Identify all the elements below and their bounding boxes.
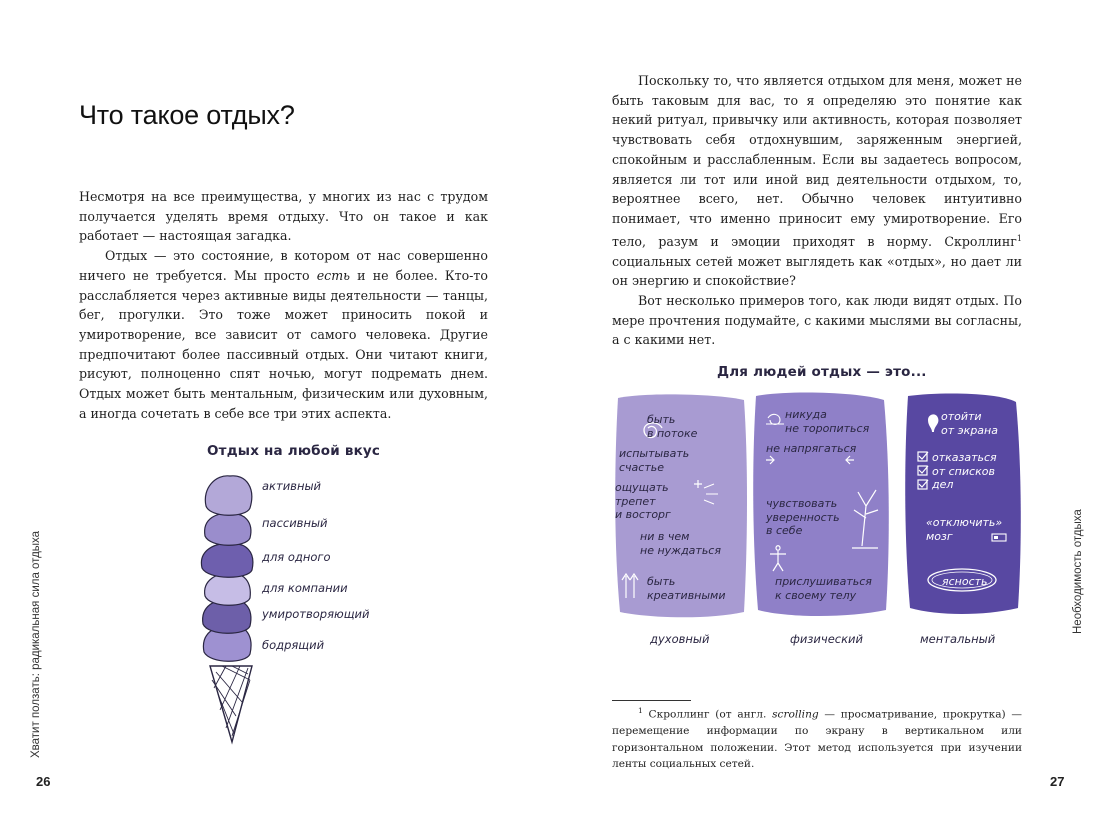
flavor-label: активный: [262, 479, 322, 493]
footnote-marker: 1: [638, 706, 643, 715]
flavor-label: пассивный: [262, 516, 328, 530]
rest-cards-title: Для людей отдых — это...: [717, 364, 927, 380]
flavor-label: умиротворяющий: [262, 607, 370, 621]
paragraph: Вот несколько примеров того, как люди видят отдых. По мере прочтения подумайте, с какими мыслями вы согласны, а с какими нет.: [612, 292, 1022, 348]
paragraph: Отдых — это состояние, в котором от нас совершенно ничего не требуется. Мы просто есть и не более. Кто-то расслабляется через активные виды деятельности — танцы, бег, прогулки. Это тоже может приносить покой и умиротворение, все зависит от самого человека. Другие предпочитают более пассивный отдых. Они читают книги, рисуют, полноценно спят ночью, могут подремать днем. Отдых может быть ментальным, физическим или духовным, а иногда сочетать в себе все три этих аспекта.: [79, 248, 488, 421]
card-item: прислушиваться к своему телу: [775, 575, 872, 602]
ice-cream-illustration-title: Отдых на любой вкус: [207, 443, 381, 459]
paragraph: Поскольку то, что является отдыхом для меня, может не быть таковым для вас, то я определяю это понятие как некий ритуал, привычку или активность, которая позволяет чувствовать себя отдохнувшим, заряженным энергией, спокойным и расслабленным. Если вы задаетесь вопросом, является ли тот или иной вид деятельности отдыхом, то, вероятнее всего, нет. Обычно человек интуитивно понимает, что именно приносит ему умиротворение. Его тело, разум и эмоции приходят в норму. Скроллинг$^1$ социальных сетей может выглядеть как «отдых», но дает ли он энергию и спокойствие?: [612, 73, 1022, 289]
card-label-spiritual: духовный: [650, 632, 710, 646]
card-item: «отключить» мозг: [926, 516, 1003, 543]
card-item: испытывать счастье: [619, 447, 690, 474]
scoop-aktivnyy-icon: [205, 476, 251, 515]
scoop-dlya-kompanii-icon: [205, 574, 251, 606]
card-label-mental: ментальный: [920, 632, 996, 646]
page-number-left: 26: [36, 774, 51, 789]
footnote: $^1$ Скроллинг (от англ. scrolling — просматривание, прокрутка) — перемещение информации по экрану в вертикальном или горизонтальном положении. Этот метод используется при изучении ленты социальных сетей.: [612, 706, 1022, 771]
flavor-label: для компании: [262, 581, 348, 595]
card-item: ощущать трепет и восторг: [615, 481, 671, 521]
card-item: отказаться от списков дел: [932, 451, 997, 491]
waffle-cone-icon: [210, 666, 252, 742]
card-item: отойти от экрана: [941, 410, 998, 437]
ice-cream-cone-illustration: [196, 466, 266, 748]
card-item: быть креативными: [647, 575, 726, 602]
flavor-label: бодрящий: [262, 638, 325, 652]
flavor-label: для одного: [262, 550, 331, 564]
page-number-right: 27: [1050, 774, 1065, 789]
card-item: быть в потоке: [647, 413, 698, 440]
card-item: не напрягаться: [766, 442, 857, 455]
footnote-reference[interactable]: 1: [1016, 233, 1022, 243]
page-heading: Что такое отдых?: [79, 100, 295, 130]
card-item: ясность: [942, 575, 988, 588]
right-body-text: [612, 71, 1022, 350]
running-head-right: Необходимость отдыха: [1072, 509, 1084, 634]
scoop-dlya-odnogo-icon: [201, 544, 252, 578]
running-head-left: Хватит ползать: радикальная сила отдыха: [30, 530, 42, 758]
card-label-physical: физический: [790, 632, 863, 646]
left-body-text: [79, 187, 488, 423]
card-item: чувствовать уверенность в себе: [766, 497, 840, 537]
footnote-divider: [612, 700, 691, 701]
card-item: ни в чем не нуждаться: [640, 530, 721, 557]
paragraph: Несмотря на все преимущества, у многих из нас с трудом получается уделять время отдыху. Что он такое и как работает — настоящая загадка.: [79, 189, 488, 244]
scoop-passivnyy-icon: [205, 514, 251, 546]
card-item: никуда не торопиться: [785, 408, 870, 435]
